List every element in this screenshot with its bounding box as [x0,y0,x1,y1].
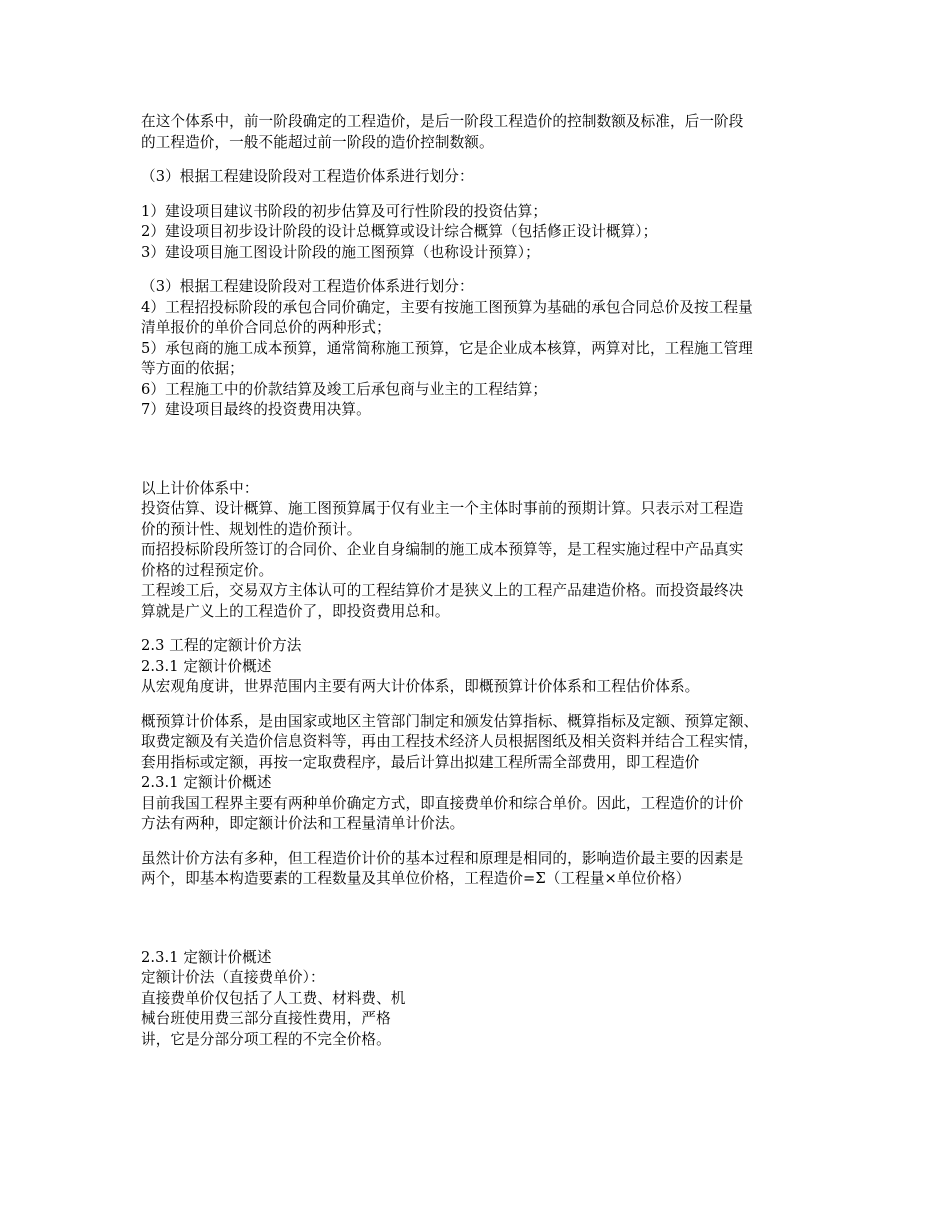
text-line: 以上计价体系中： [141,479,259,497]
paragraph [141,167,813,188]
paragraph [141,636,813,698]
text-line: 2.3.1 定额计价概述 [141,948,272,966]
paragraph [141,277,813,421]
text-line: 两个，即基本构造要素的工程数量及其单位价格，工程造价=Σ（工程量×单位价格） [141,870,691,887]
text-line: 虽然计价方法有多种，但工程造价计价的基本过程和原理是相同的，影响造价最主要的因素是 [141,849,744,867]
text-line: 套用指标或定额，再按一定取费程序，最后计算出拟建工程所需全部费用，即工程造价 [141,753,700,771]
paragraph [141,202,813,264]
paragraph-gap [141,188,813,202]
paragraph-gap [141,698,813,712]
text-line: 清单报价的单价合同总价的两种形式； [141,319,391,336]
paragraph-gap [141,153,813,167]
paragraph-gap [141,890,813,948]
text-line: 讲，它是分部分项工程的不完全价格。 [141,1030,391,1048]
text-line: 价格的过程预定价。 [141,561,274,579]
text-line: 工程竣工后，交易双方主体认可的工程结算价才是狭义上的工程产品建造价格。而投资最终决 [141,582,744,599]
paragraph-gap [141,421,813,479]
text-line: 2.3.1 定额计价概述 [141,774,272,791]
text-line: 7）建设项目最终的投资费用决算。 [141,401,371,418]
text-line: 5）承包商的施工成本预算，通常简称施工预算，它是企业成本核算，两算对比，工程施工管理 [141,339,753,357]
text-line: 取费定额及有关造价信息资料等，再由工程技术经济人员根据图纸及相关资料并结合工程实情， [141,733,759,750]
text-line: 直接费单价仅包括了人工费、材料费、机 [141,989,406,1007]
text-line: 在这个体系中，前一阶段确定的工程造价，是后一阶段工程造价的控制数额及标准，后一阶段 [141,113,744,130]
text-line: 3）建设项目施工图设计阶段的施工图预算（也称设计预算）； [141,243,540,261]
text-line: 而招投标阶段所签订的合同价、企业自身编制的施工成本预算等，是工程实施过程中产品真实 [141,541,744,558]
text-line: （3）根据工程建设阶段对工程造价体系进行划分： [141,278,474,295]
text-line: 算就是广义上的工程造价了，即投资费用总和。 [141,602,450,620]
paragraph [141,112,813,153]
text-line: 2.3.1 定额计价概述 [141,657,272,675]
text-line: 1）建设项目建议书阶段的初步估算及可行性阶段的投资估算； [141,202,548,220]
paragraph [141,849,813,890]
text-line: 2）建设项目初步设计阶段的设计总概算或设计综合概算（包括修正设计概算）； [141,223,658,240]
text-line: （3）根据工程建设阶段对工程造价体系进行划分： [141,168,474,185]
paragraph-gap [141,263,813,277]
text-line: 定额计价法（直接费单价）： [141,969,325,986]
text-line: 的工程造价，一般不能超过前一阶段的造价控制数额。 [141,133,494,151]
paragraph-gap [141,622,813,636]
text-line: 2.3 工程的定额计价方法 [141,637,302,654]
paragraph [141,948,813,1051]
text-line: 方法有两种，即定额计价法和工程量清单计价法。 [141,815,465,832]
text-line: 4）工程招投标阶段的承包合同价确定，主要有按施工图预算为基础的承包合同总价及按工程量 [141,298,753,316]
document-body [141,112,813,1050]
text-line: 从宏观角度讲，世界范围内主要有两大计价体系，即概预算计价体系和工程估价体系。 [141,678,700,695]
text-line: 6）工程施工中的价款结算及竣工后承包商与业主的工程结算； [141,380,548,398]
paragraph [141,712,813,835]
paragraph-gap [141,835,813,849]
text-line: 械台班使用费三部分直接性费用，严格 [141,1010,391,1027]
paragraph [141,479,813,623]
text-line: 投资估算、设计概算、施工图预算属于仅有业主一个主体时事前的预期计算。只表示对工程造 [141,500,744,517]
text-line: 概预算计价体系，是由国家或地区主管部门制定和颁发估算指标、概算指标及定额、预算定额、 [141,712,759,730]
text-line: 等方面的依据； [141,360,244,377]
text-line: 价的预计性、规划性的造价预计。 [141,520,362,538]
text-line: 目前我国工程界主要有两种单价确定方式，即直接费单价和综合单价。因此，工程造价的计价 [141,794,744,812]
